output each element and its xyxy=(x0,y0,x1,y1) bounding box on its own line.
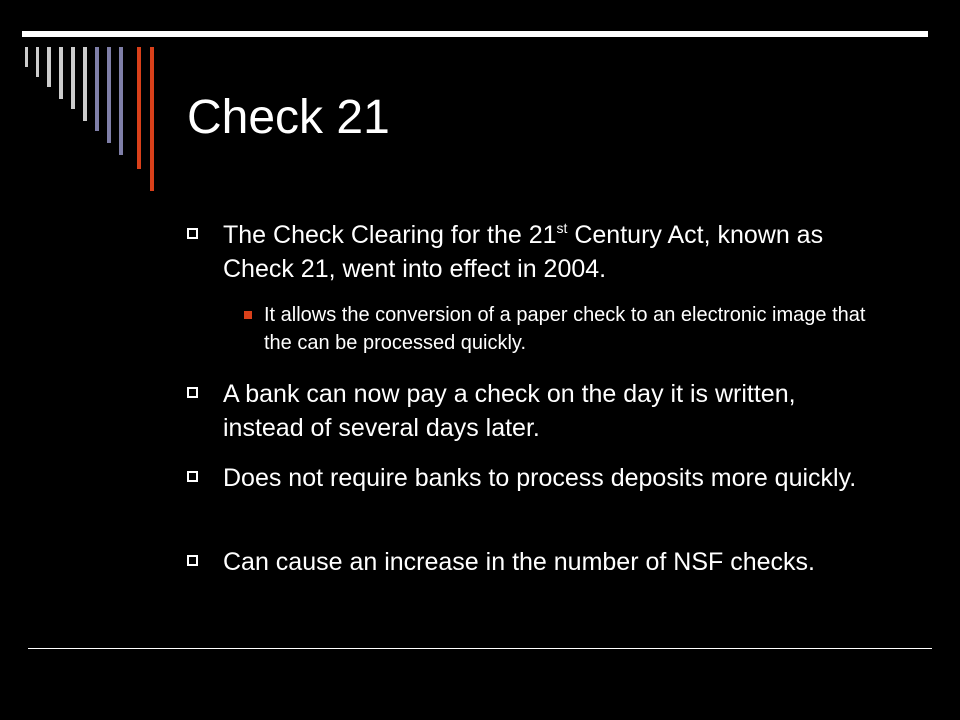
hollow-square-bullet-icon xyxy=(187,228,198,239)
bullet-text: A bank can now pay a check on the day it is written, instead of several days later. xyxy=(223,380,796,442)
bottom-rule xyxy=(28,648,932,649)
square-bullet-icon xyxy=(244,311,252,319)
sub-bullet-text: It allows the conversion of a paper check to an electronic image that the can be processed quickly. xyxy=(264,304,866,354)
hollow-square-bullet-icon xyxy=(187,555,198,566)
bullet-text: Does not require banks to process deposits more quickly. xyxy=(223,464,857,492)
hollow-square-bullet-icon xyxy=(187,387,198,398)
bullet-text: The Check Clearing for the 21st Century Act, known as Check 21, went into effect in 2004. xyxy=(223,220,824,283)
slide-title: Check 21 xyxy=(187,91,390,144)
hollow-square-bullet-icon xyxy=(187,471,198,482)
bullet-text: Can cause an increase in the number of NSF checks. xyxy=(223,548,815,576)
